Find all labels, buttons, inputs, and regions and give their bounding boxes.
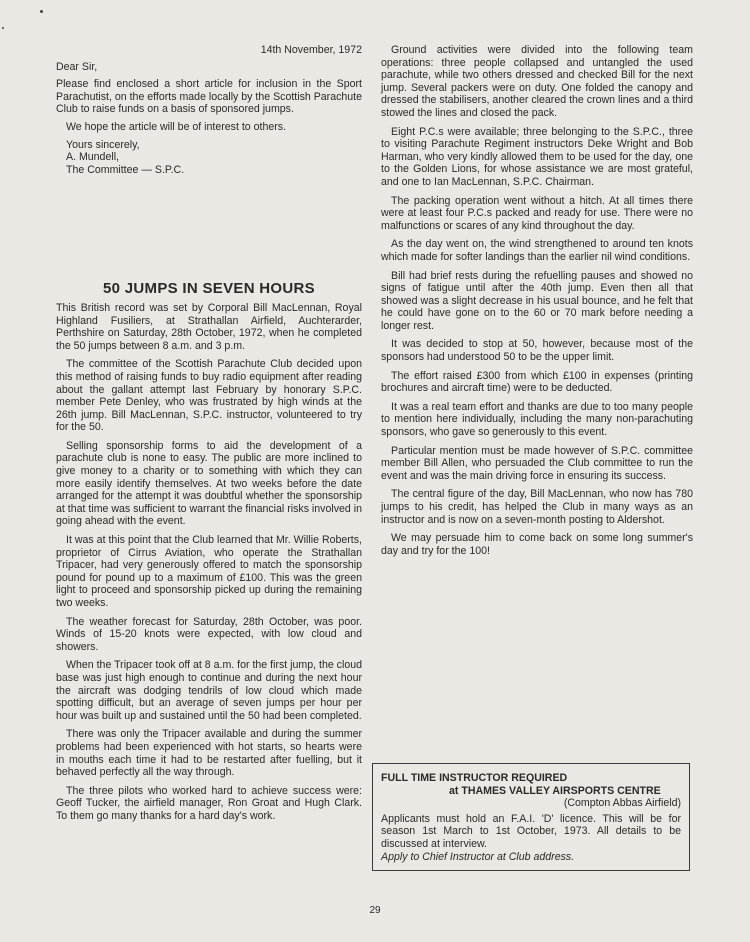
article-paragraph: Eight P.C.s were available; three belonging to the S.P.C., three to visiting Parachute Regiment instructors Deke Wright and Bob Harman, who very kindly allowed them to be used for the day, one to the Golden Lions, for whose assistance we are most grateful, and one to Ian MacLennan, S.P.C. Chairman.	[381, 125, 693, 188]
ad-body: Applicants must hold an F.A.I. 'D' licence. This will be for season 1st March to 1st October, 1973. All details to be discussed at interview.	[381, 812, 681, 850]
article-paragraph: This British record was set by Corporal Bill MacLennan, Royal Highland Fusiliers, at Strathallan Airfield, Auchterarder, Perthshire on Saturday, 28th October, 1972, when he completed the 50 jumps between 8 a.m. and 3 p.m.	[56, 301, 362, 352]
letter-hope: We hope the article will be of interest to others.	[66, 120, 287, 133]
letter-date: 14th November, 1972	[260, 44, 362, 56]
article-paragraph: Selling sponsorship forms to aid the development of a parachute club is none to easy. The public are more inclined to give money to a charity or to something with which they can more easily identify themselves. At two weeks before the date arranged for the attempt it was doubtful whether the sponsorship at that time was sufficient to warrant the financial risks involved in going ahead with the event.	[56, 439, 362, 528]
right-column	[381, 44, 693, 563]
article-paragraph: When the Tripacer took off at 8 a.m. for the first jump, the cloud base was just high enough to continue and during the next hour the aircraft was dodging tendrils of low cloud which made spotting difficult, but an average of seven jumps per hour per hour was built up and sustained until the 50 had been completed.	[56, 659, 362, 722]
article-paragraph: The packing operation went without a hitch. At all times there were at least four P.C.s packed and ready for use. There were no malfunctions or scares of any kind throughout the day.	[381, 194, 693, 232]
left-column	[56, 44, 362, 829]
ad-heading: FULL TIME INSTRUCTOR REQUIRED	[381, 772, 568, 784]
article-paragraph: Ground activities were divided into the following team operations: three people collapsed and untangled the used parachute, while two others dressed and checked Bill for the next jump. Several packers were on duty. One folded the canopy and dressed the stabilisers, another cleared the crown lines and a third stowed the lines and closed the pack.	[381, 44, 693, 119]
job-advertisement	[372, 763, 690, 871]
ad-airfield: (Compton Abbas Airfield)	[563, 797, 681, 810]
letter	[56, 44, 362, 176]
page-number: 29	[369, 905, 381, 916]
article-paragraph: The effort raised £300 from which £100 in expenses (printing brochures and aircraft time) were to be deducted.	[381, 369, 693, 395]
article-paragraph: Bill had brief rests during the refuelling pauses and showed no signs of fatigue until after the 40th jump. Even then all that showed was a slight decrease in his usual bounce, and he felt that he could have gone on to the 60 or 70 mark before needing a longer rest.	[381, 269, 693, 332]
letter-signer: A. Mundell,	[66, 151, 119, 164]
article-paragraph: It was a real team effort and thanks are due to too many people to mention here individually, including the many non-parachuting sponsors, who gave so generously to this event.	[381, 400, 693, 439]
article-headline: 50 JUMPS IN SEVEN HOURS	[103, 280, 315, 298]
article-paragraph: Particular mention must be made however of S.P.C. committee member Bill Allen, who persuaded the Club committee to run the event and was the main driving force in ensuring its success.	[381, 444, 693, 482]
letter-signature	[66, 139, 362, 177]
scan-speck	[2, 27, 4, 29]
article-paragraph: The weather forecast for Saturday, 28th October, was poor. Winds of 15-20 knots were expected, with low cloud and showers.	[56, 615, 362, 653]
article-paragraph: There was only the Tripacer available and during the summer problems had been experienced with hot starts, so hearts were in mouths each time it had to be restarted after fuelling, but it behaved perfectly all the way through.	[56, 728, 362, 779]
article-paragraph: We may persuade him to come back on some long summer's day and try for the 100!	[381, 532, 693, 557]
article-paragraph: The central figure of the day, Bill MacLennan, who now has 780 jumps to his credit, has helped the Club in many ways as an instructor and is now on a seven-month posting to Aldershot.	[381, 488, 693, 526]
letter-body: Please find enclosed a short article for inclusion in the Sport Parachutist, on the efforts made locally by the Scottish Parachute Club to raise funds on a basis of sponsored jumps.	[56, 78, 363, 116]
letter-salutation: Dear Sir,	[56, 60, 98, 73]
article-paragraph: It was at this point that the Club learned that Mr. Willie Roberts, proprietor of Cirrus Aviation, who operate the Strathallan Tripacer, had very generously offered to match the sponsorship pound for pound up to a maximum of £100. This was the green light to proceed and sponsorship picked up during the remaining two weeks.	[56, 534, 362, 609]
letter-committee: The Committee — S.P.C.	[66, 163, 185, 176]
article-paragraph: As the day went on, the wind strengthened to around ten knots which made for softer landings than the earlier nil wind conditions.	[381, 238, 693, 263]
ad-apply: Apply to Chief Instructor at Club address.	[381, 850, 575, 863]
ad-location: at THAMES VALLEY AIRSPORTS CENTRE	[449, 784, 661, 797]
article-paragraph: It was decided to stop at 50, however, because most of the sponsors had understood 50 to be the upper limit.	[381, 338, 693, 364]
scan-speck	[40, 10, 43, 13]
letter-closing: Yours sincerely,	[66, 138, 140, 151]
article-paragraph: The committee of the Scottish Parachute Club decided upon this method of raising funds to buy radio equipment after reading about the gallant attempt last February by honorary S.P.C. member Pete Denley, who was frustrated by high winds at the 26th jump. Bill MacLennan, S.P.C. instructor, volunteered to try for the 50.	[56, 358, 362, 434]
article-paragraph: The three pilots who worked hard to achieve success were: Geoff Tucker, the airfield manager, Ron Groat and Hugh Clark. To them go many thanks for a hard day's work.	[56, 784, 362, 822]
